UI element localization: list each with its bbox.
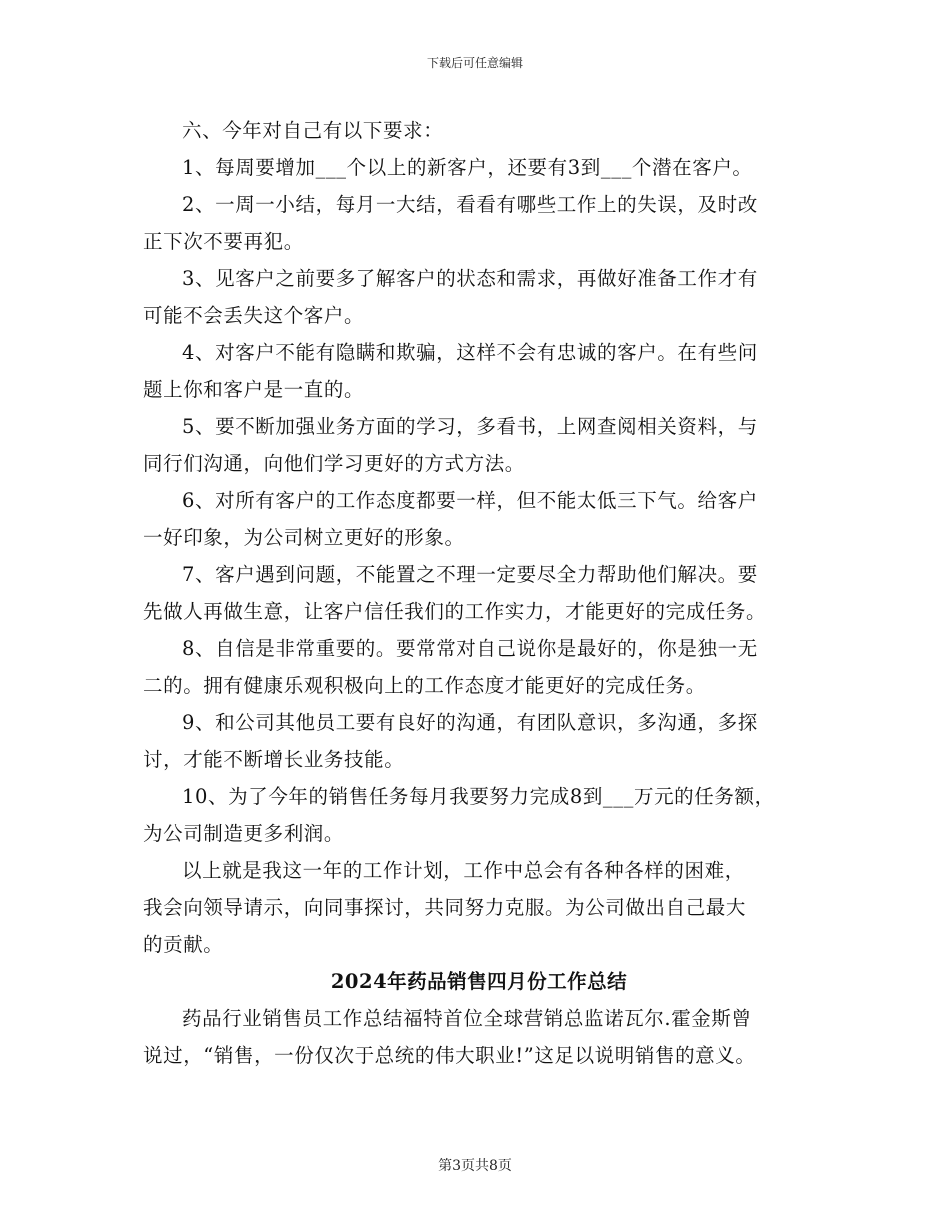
plan-paragraph [143,334,815,408]
text-line: 说过，“销售，一份仅次于总统的伟大职业!”这足以说明销售的意义。 [143,1044,756,1067]
text-line: 3、见客户之前要多了解客户的状态和需求，再做好准备工作才有 [182,267,758,290]
plan-requirements [143,112,815,963]
plan-paragraph [143,408,815,482]
text-line: 7、客户遇到问题，不能置之不理一定要尽全力帮助他们解决。要 [182,563,758,586]
text-line: 2、一周一小结，每月一大结，看看有哪些工作上的失误，及时改 [182,193,758,216]
text-line: 我会向领导请示，向同事探讨，共同努力克服。为公司做出自己最大 [143,896,747,919]
summary-paragraph [143,1000,815,1074]
plan-paragraph [143,556,815,630]
text-line: 二的。拥有健康乐观积极向上的工作态度才能更好的完成任务。 [143,674,706,697]
page-header-note: 下载后可任意编辑 [426,56,523,70]
plan-paragraph [143,482,815,556]
text-line: 8、自信是非常重要的。要常常对自己说你是最好的，你是独一无 [182,637,758,660]
text-line: 6、对所有客户的工作态度都要一样，但不能太低三下气。给客户 [182,489,758,512]
text-line: 先做人再做生意，让客户信任我们的工作实力，才能更好的完成任务。 [143,600,767,623]
text-line: 4、对客户不能有隐瞒和欺骗，这样不会有忠诚的客户。在有些问 [182,341,758,364]
plan-paragraph [143,852,815,963]
text-line: 六、今年对自己有以下要求： [182,119,444,142]
text-line: 药品行业销售员工作总结福特首位全球营销总监诺瓦尔.霍金斯曾 [182,1007,752,1030]
text-line: 以上就是我这一年的工作计划，工作中总会有各种各样的困难， [182,859,745,882]
page-number: 第3页共8页 [438,1158,512,1174]
text-line: 讨，才能不断增长业务技能。 [143,748,405,771]
text-line: 同行们沟通，向他们学习更好的方式方法。 [143,452,525,475]
plan-paragraph [143,704,815,778]
section-title: 2024年药品销售四月份工作总结 [330,970,628,993]
plan-paragraph [143,186,815,260]
plan-paragraph [143,260,815,334]
plan-paragraph [143,630,815,704]
text-line: 的贡献。 [143,933,224,956]
text-line: 题上你和客户是一直的。 [143,378,365,401]
document-body [143,112,815,1074]
text-line: 正下次不要再犯。 [143,230,304,253]
text-line: 1、每周要增加___个以上的新客户，还要有3到___个潜在客户。 [182,156,753,179]
text-line: 为公司制造更多利润。 [143,822,345,845]
plan-paragraph [143,112,815,149]
plan-paragraph [143,778,815,852]
text-line: 一好印象，为公司树立更好的形象。 [143,526,465,549]
plan-paragraph [143,149,815,186]
text-line: 可能不会丢失这个客户。 [143,304,365,327]
text-line: 10、为了今年的销售任务每月我要努力完成8到___万元的任务额， [182,785,775,808]
text-line: 5、要不断加强业务方面的学习，多看书，上网查阅相关资料，与 [182,415,758,438]
text-line: 9、和公司其他员工要有良好的沟通，有团队意识，多沟通，多探 [182,711,758,734]
summary-section [143,1000,815,1074]
